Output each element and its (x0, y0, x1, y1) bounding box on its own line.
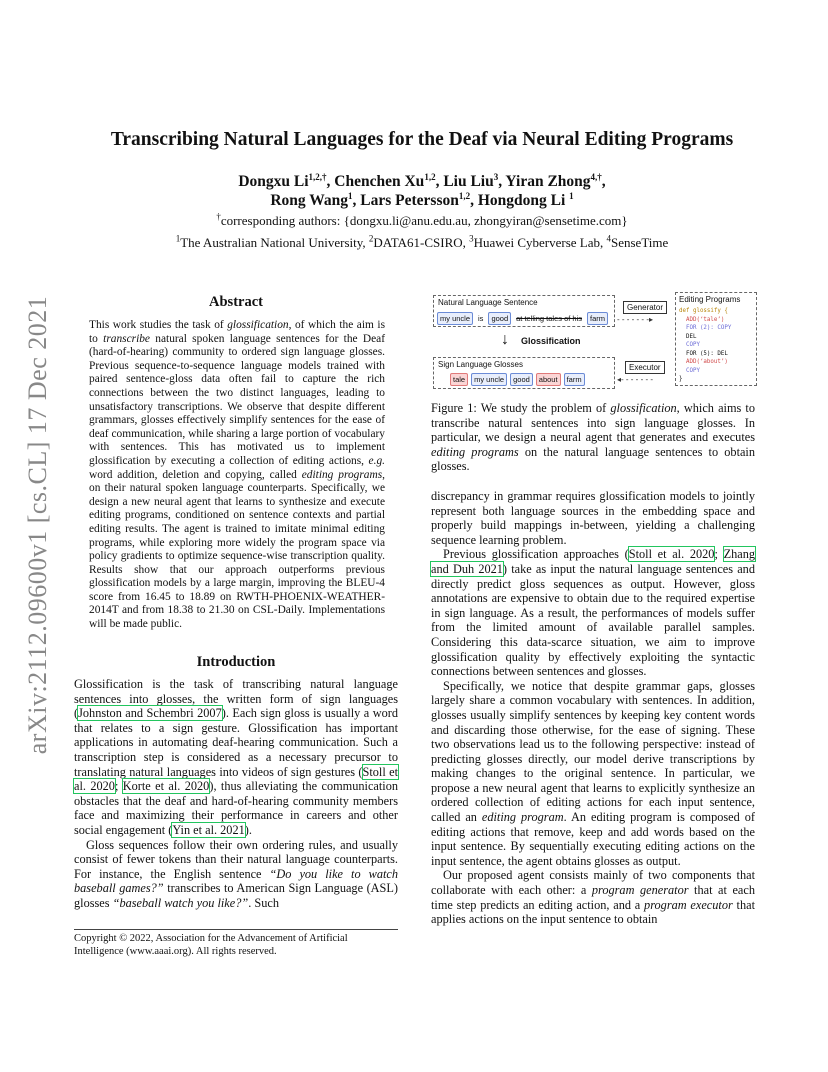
editing-programs-box (675, 292, 757, 386)
right-paragraph-3: Specifically, we notice that despite grammar gaps, glosses largely share a common vocabulary with sentences. In addition, glosses usually simplify sentences by keeping key content words and discarding those otherwise, for the ease of signing. These two observations lead us to the following perspective: instead of predicting glosses directly, our model derive transcriptions by making changes to the original sentence. In particular, we propose a new neural agent that learns to explicitly synthesize an ordered collection of editing actions for each input sentence, called an editing program. An editing program is composed of editing actions that remove, keep and add words based on the input sentence. By sequentially executing editing actions on the input sentence, the agent obtains glosses as output. (431, 678, 755, 868)
introduction-heading: Introduction (196, 654, 276, 670)
authors-line-2: Rong Wang$^1$, Lars Petersson$^{1,2}$, Hongdong Li $^1$ (270, 190, 574, 209)
right-paragraph-2: Previous glossification approaches (Stoll et al. 2020; Zhang and Duh 2021) take as input the natural language sentences and directly predict gloss sequences as output. However, gloss annotations are expensive to obtain due to the required expertise in sign language. As a result, the performances of models suffer from the limited amount of available parallel samples. Considering this data-scarce situation, we aim to improve glossification quality by effectively exploiting the syntactic connections between sentences and glosses. (431, 547, 755, 679)
sign-glosses-box (433, 357, 615, 389)
intro-paragraph-1: Glossification is the task of transcribing natural language sentences into glosses, the written form of sign languages (Johnston and Schembri 2007). Each sign gloss is usually a word that relates to a sign gesture. Glossification has important applications in automating deaf-hearing communication. Such a transcription step is considered as a necessary precursor to translating natural languages into videos of sign gestures (Stoll et al. 2020; Korte et al. 2020), thus alleviating the communication obstacles that the deaf and hard-of-hearing community members face and maximizing their performance in careers and other social engagement (Yin et al. 2021). (74, 677, 398, 837)
nl-sentence-label: Natural Language Sentence (438, 298, 538, 307)
code-line: ADD(‘tale’) (679, 316, 725, 323)
copyright-footnote: Copyright © 2022, Association for the Advancement of Artificial Intelligence (www.aaai.org). All rights reserved. (74, 929, 398, 958)
code-line: FOR (5): DEL (679, 350, 728, 357)
editing-programs-label: Editing Programs (679, 295, 741, 304)
intro-paragraph-2: Gloss sequences follow their own ordering rules, and usually consist of fewer tokens than their natural language counterparts. For instance, the English sentence “Do you like to watch baseball games?” transcribes to American Sign Language (ASL) glosses “baseball watch you like?”. Such (74, 837, 399, 910)
corresponding-authors: †corresponding authors: {dongxu.li@anu.edu.au, zhongyiran@sensetime.com} (216, 211, 628, 228)
figure-caption: Figure 1: We study the problem of glossification, which aims to transcribe natural sentences into sign language glosses. In particular, we design a neural agent that generates and executes editing programs on the natural language sentences to obtain glosses. (431, 401, 756, 474)
code-line: ADD(‘about’) (679, 359, 728, 365)
authors-line-1: Dongxu $Li^{1,2,\dagger}$, Chenchen Xu$^{1,2}$, Liu Liu$^3$, Yiran Zhong$^{4,\dagger}$, (238, 171, 606, 190)
sl-token-added: tale (450, 373, 468, 386)
right-paragraph-1: discrepancy in grammar requires glossification models to jointly represent both language sources in the embedding space and properly build mappings in-between, yielding a challenging sequence learning problem. (431, 489, 755, 547)
introduction-body (74, 677, 398, 911)
generator-box: Generator (623, 301, 667, 314)
sl-token: farm (564, 373, 585, 386)
abstract-heading: Abstract (209, 294, 263, 310)
glossification-label: Glossification (521, 336, 581, 346)
program-code (679, 307, 731, 384)
code-line: def glossify { (679, 308, 728, 314)
generator-arrow-icon: - - - - - - -▸ (617, 315, 653, 324)
executor-arrow-icon: ◂- - - - - - - (617, 375, 653, 384)
abstract-text: This work studies the task of glossification, of which the aim is to transcribe natural spoken language sentences for the Deaf (hard-of-hearing) community to ordered sign language glosses. Previous sequence-to-sequence language models trained with paired sentence-gloss data often fail to capture the rich connections between the two distinct languages, leading to unsatisfactory transcriptions. We observe that despite different grammars, glosses effectively simplify sentences for the ease of deaf communication, while sharing a large portion of vocabulary with sentences. This has motivated us to implement glossification by executing a collection of editing actions, e.g. word addition, deletion and copying, called editing programs, on their natural spoken language counterparts. Specifically, we design a new neural agent that learns to synthesize and execute editing programs, conditioned on sentence contexts and partial editing results. The agent is trained to imitate minimal editing programs, while exploring more widely the program space via policy gradients to optimize sequence-wise transcription quality. Results show that our approach outperforms previous glossification models by a large margin, improving the BLEU-4 score from 16.45 to 18.89 on RWTH-PHOENIX-WEATHER-2014T and from 18.38 to 21.30 on CSL-Daily. Implementations will be made public. (89, 319, 386, 631)
code-line: DEL (679, 333, 697, 340)
nl-token: farm (587, 312, 608, 325)
executor-box: Executor (625, 361, 665, 374)
paper-title: Transcribing Natural Languages for the Deaf via Neural Editing Programs (110, 129, 734, 150)
figure-1 (431, 291, 757, 391)
nl-token-row (437, 312, 611, 325)
code-line: COPY (679, 342, 700, 348)
affiliations: $^1$The Australian National University, $^2$DATA61-CSIRO, $^3$Huawei Cyberverse Lab, $^4$SenseTime (175, 233, 669, 250)
sl-token-row (450, 373, 588, 386)
code-line: COPY (679, 367, 700, 374)
sign-glosses-label: Sign Language Glosses (438, 360, 523, 369)
sl-token: my uncle (471, 373, 507, 386)
right-column-body (431, 489, 755, 927)
arxiv-sidebar (18, 290, 58, 760)
nl-sentence-box (433, 295, 615, 327)
nl-token: is (478, 314, 484, 323)
code-line: } (679, 376, 683, 382)
code-line: FOR (2): COPY (679, 325, 732, 331)
nl-token: good (488, 312, 511, 325)
right-paragraph-4: Our proposed agent consists mainly of two components that collaborate with each other: a program generator that at each time step predicts an editing action, and a program executor that applies actions on the input sentence to obtain (431, 868, 755, 927)
sl-token-added: about (536, 373, 561, 386)
nl-token-deleted: at telling tales of his (516, 314, 582, 323)
down-arrow-icon: ↓ (501, 331, 509, 348)
nl-token: my uncle (437, 312, 473, 325)
arxiv-id: arXiv:2112.09600v1 [cs.CL] 17 Dec 2021 (23, 295, 52, 755)
sl-token: good (510, 373, 533, 386)
